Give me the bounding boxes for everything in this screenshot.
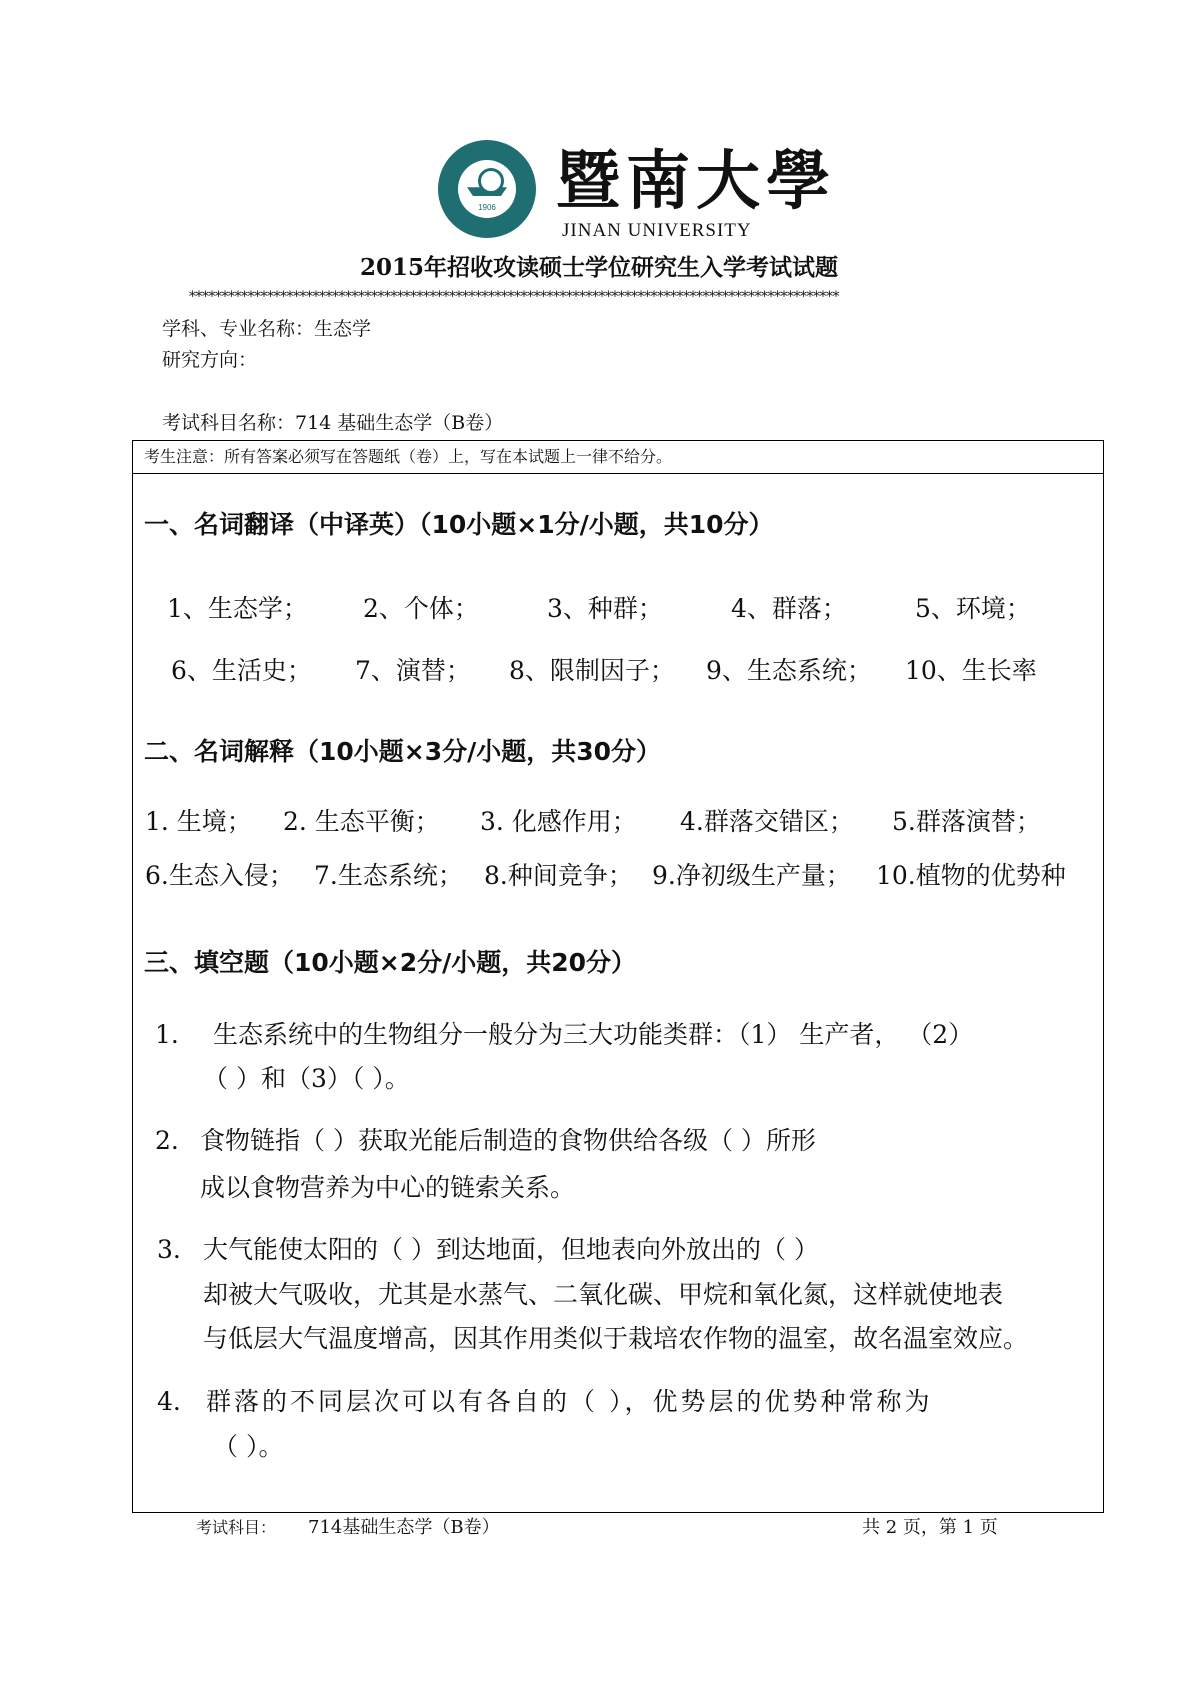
question-line: 与低层大气温度增高，因其作用类似于栽培农作物的温室，故名温室效应。: [203, 1324, 1029, 1353]
term-item: 8、限制因子；: [509, 656, 675, 685]
term-item: 3. 化感作用；: [480, 807, 637, 836]
logo-english-name: JINAN UNIVERSITY: [562, 220, 752, 241]
page-indicator: 共 2 页，第 1 页: [862, 1517, 998, 1538]
question-line: 大气能使太阳的（ ）到达地面，但地表向外放出的（ ）: [203, 1235, 819, 1264]
term-item: 7.生态系统；: [314, 861, 463, 890]
term-item: 9.净初级生产量；: [652, 861, 851, 890]
question-line: 却被大气吸收，尤其是水蒸气、二氧化碳、甲烷和氧化氮，这样就使地表: [203, 1280, 1004, 1309]
question-number: 4.: [157, 1387, 181, 1416]
question-number: 1.: [155, 1020, 179, 1049]
notice-divider: [132, 473, 1104, 474]
term-item: 7、演替；: [355, 656, 471, 685]
star-divider: ****************************************************************************************************: [189, 290, 839, 304]
term-item: 2. 生态平衡；: [283, 807, 440, 836]
university-seal-icon: [438, 140, 536, 238]
term-item: 5、环境；: [915, 594, 1031, 623]
term-item: 4.群落交错区；: [680, 807, 854, 836]
question-number: 2.: [155, 1126, 179, 1155]
footer-subject-label: 考试科目：: [196, 1518, 277, 1537]
term-item: 9、生态系统；: [706, 656, 872, 685]
question-line: 生态系统中的生物组分一般分为三大功能类群：（1） 生产者， （2）: [213, 1020, 974, 1049]
term-item: 1. 生境；: [145, 807, 252, 836]
term-item: 4、群落；: [731, 594, 847, 623]
question-line: （ ）和（3）（ ）。: [203, 1064, 410, 1093]
section-3-heading: 三、填空题（10小题×2分/小题，共20分）: [144, 948, 637, 977]
term-item: 8.种间竞争；: [484, 861, 633, 890]
question-line: 群落的不同层次可以有各自的（ ），优势层的优势种常称为: [206, 1387, 933, 1416]
seal-year: 1906: [478, 203, 496, 212]
section-1-heading: 一、名词翻译（中译英）（10小题×1分/小题，共10分）: [144, 510, 774, 539]
term-item: 10、生长率: [905, 656, 1037, 685]
logo-chinese-name: 暨南大學: [556, 144, 836, 219]
question-number: 3.: [157, 1235, 181, 1264]
question-line: 成以食物营养为中心的链索关系。: [200, 1173, 576, 1202]
section-2-heading: 二、名词解释（10小题×3分/小题，共30分）: [144, 737, 662, 766]
term-item: 5.群落演替；: [892, 807, 1041, 836]
exam-title: 2015年招收攻读硕士学位研究生入学考试试题: [360, 254, 839, 281]
term-item: 1、生态学；: [167, 594, 308, 623]
term-item: 6、生活史；: [171, 656, 312, 685]
term-item: 2、个体；: [363, 594, 479, 623]
term-item: 6.生态入侵；: [145, 861, 294, 890]
notice-text: 考生注意：所有答案必须写在答题纸（卷）上，写在本试题上一律不给分。: [144, 447, 673, 466]
question-line: 食物链指（ ）获取光能后制造的食物供给各级（ ）所形: [200, 1126, 816, 1155]
term-item: 3、种群；: [547, 594, 663, 623]
subject-label: 考试科目名称：714 基础生态学（B卷）: [162, 412, 504, 434]
major-label: 学科、专业名称：生态学: [162, 318, 372, 340]
direction-label: 研究方向：: [162, 349, 258, 371]
footer-subject: 714基础生态学（B卷）: [308, 1517, 500, 1538]
term-item: 10.植物的优势种: [876, 861, 1066, 890]
question-line: （ ）。: [213, 1432, 284, 1461]
